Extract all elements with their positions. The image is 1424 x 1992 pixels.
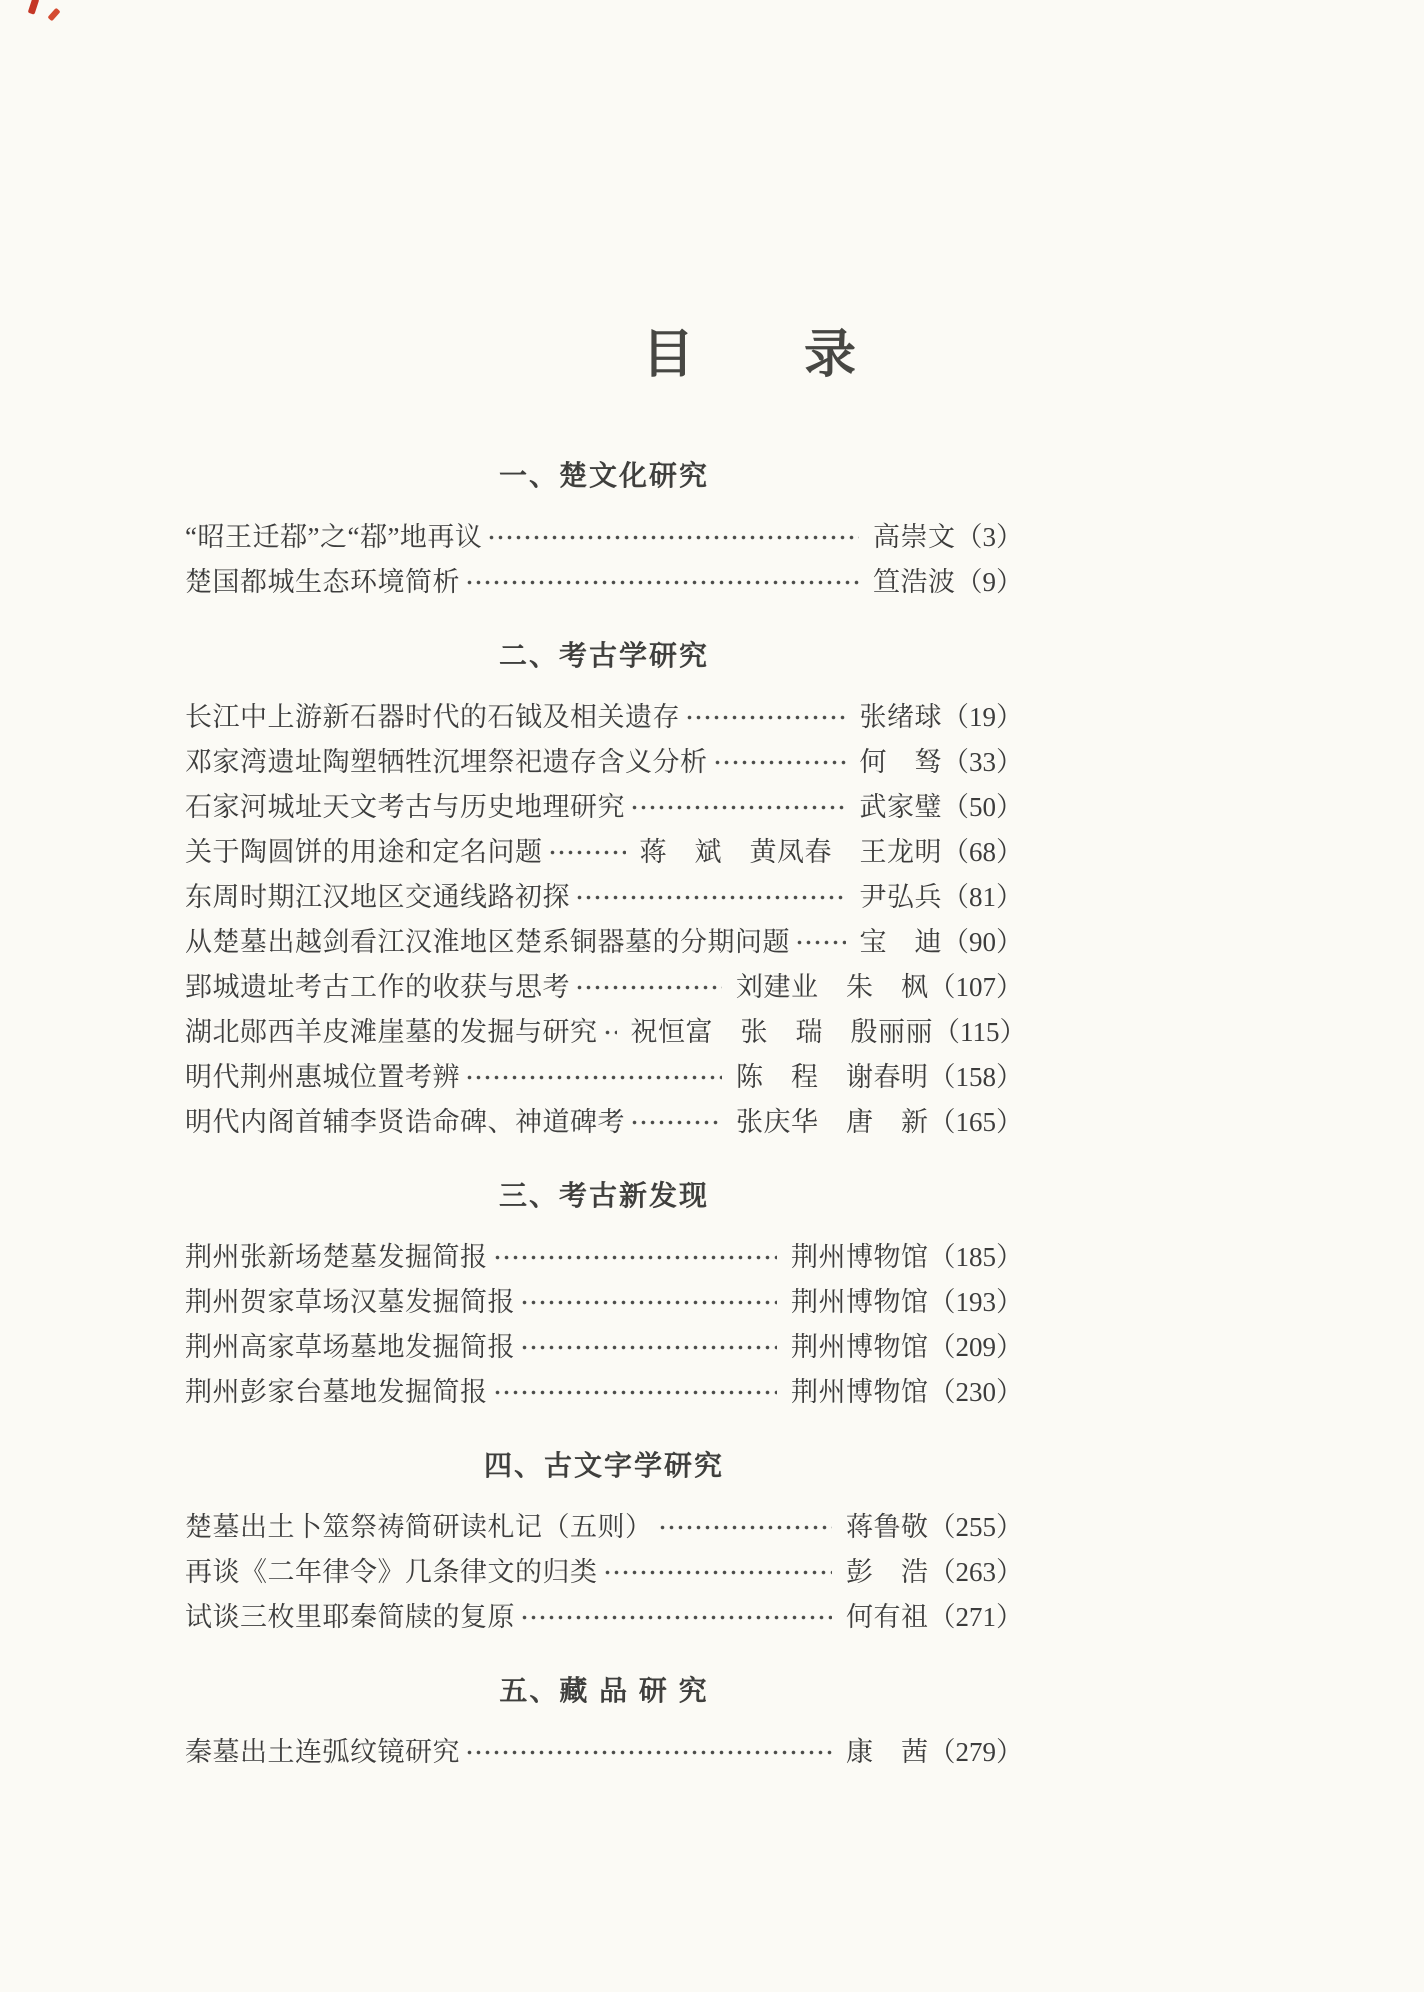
page-title: 目 录 [641,327,858,384]
entry-page-number: （68） [942,837,1023,867]
dot-leader [465,576,859,589]
entry-title: 郢城遗址考古工作的收获与思考 [185,972,570,1002]
entry-page-number: （230） [928,1377,1023,1407]
toc-entry [185,917,1023,962]
dot-leader [520,1296,777,1309]
toc-entry [185,1592,1023,1637]
toc-entry [185,962,1023,1007]
entry-title: 从楚墓出越剑看江汉淮地区楚系铜器墓的分期问题 [185,927,790,957]
entry-authors: 张庆华 唐 新 [736,1107,929,1137]
entry-authors: 武家璧 [859,792,942,822]
dot-leader [465,1071,722,1084]
dot-leader [658,1521,833,1534]
toc-entry [185,1547,1023,1592]
dot-leader [630,1116,722,1129]
entry-title: 关于陶圆饼的用途和定名问题 [185,837,543,867]
toc-entry [185,827,1023,872]
red-scan-artifact [28,0,40,15]
toc-entry [185,1277,1023,1322]
entry-authors: 何 驽 [859,747,942,777]
toc-entry [185,1502,1023,1547]
entry-page-number: （81） [942,882,1023,912]
dot-leader [487,531,859,544]
entry-authors: 刘建业 朱 枫 [736,972,929,1002]
dot-leader [465,1746,832,1759]
entry-authors: 高崇文 [873,522,956,552]
entry-title: 楚国都城生态环境简析 [185,567,460,597]
entry-title: 湖北郧西羊皮滩崖墓的发掘与研究 [185,1017,598,1047]
entry-title: “昭王迁鄀”之“鄀”地再议 [185,522,483,552]
dot-leader [575,981,722,994]
entry-authors: 笪浩波 [873,567,956,597]
entry-page-number: （255） [928,1512,1023,1542]
toc-entry [185,1367,1023,1412]
entry-title: 明代内阁首辅李贤诰命碑、神道碑考 [185,1107,625,1137]
toc-entry [185,1232,1023,1277]
entry-page-number: （193） [928,1287,1023,1317]
entry-authors: 宝 迪 [859,927,942,957]
entry-authors: 康 茜 [846,1737,929,1767]
entry-title: 秦墓出土连弧纹镜研究 [185,1737,460,1767]
dot-leader [575,891,846,904]
dot-leader [795,936,846,949]
toc-entry [185,872,1023,917]
section-heading: 三、考古新发现 [498,1180,709,1211]
entry-page-number: （165） [928,1107,1023,1137]
dot-leader [548,846,626,859]
entry-authors: 荆州博物馆 [791,1287,929,1317]
toc-entry [185,782,1023,827]
red-scan-artifact [47,8,60,22]
toc-sections [185,460,1027,1772]
entry-page-number: （90） [942,927,1023,957]
entry-page-number: （185） [928,1242,1023,1272]
entry-title: 东周时期江汉地区交通线路初探 [185,882,570,912]
dot-leader [630,801,846,814]
entry-page-number: （3） [955,522,1023,552]
entry-title: 石家河城址天文考古与历史地理研究 [185,792,625,822]
dot-leader [493,1251,778,1264]
dot-leader [685,711,846,724]
toc-entry [185,1007,1027,1052]
entry-authors: 荆州博物馆 [791,1242,929,1272]
toc-entry [185,737,1023,782]
entry-page-number: （271） [928,1602,1023,1632]
entry-title: 试谈三枚里耶秦简牍的复原 [185,1602,515,1632]
entry-authors: 荆州博物馆 [791,1377,929,1407]
entry-page-number: （279） [928,1737,1023,1767]
toc-entry [185,692,1023,737]
entry-title: 明代荆州惠城位置考辨 [185,1062,460,1092]
entry-page-number: （50） [942,792,1023,822]
dot-leader [520,1341,777,1354]
toc-entry [185,1727,1023,1772]
entry-title: 荆州张新场楚墓发掘简报 [185,1242,488,1272]
toc-page [185,0,1027,1772]
dot-leader [520,1611,832,1624]
entry-title: 再谈《二年律令》几条律文的归类 [185,1557,598,1587]
entry-page-number: （209） [928,1332,1023,1362]
toc-entry [185,512,1023,557]
entry-authors: 彭 浩 [846,1557,929,1587]
entry-title: 楚墓出土卜筮祭祷简研读札记（五则） [185,1512,653,1542]
entry-page-number: （33） [942,747,1023,777]
entry-title: 邓家湾遗址陶塑牺牲沉埋祭祀遗存含义分析 [185,747,708,777]
entry-authors: 蒋 斌 黄凤春 王龙明 [639,837,942,867]
entry-authors: 祝恒富 张 瑞 殷丽丽 [630,1017,933,1047]
entry-title: 荆州彭家台墓地发掘简报 [185,1377,488,1407]
entry-authors: 荆州博物馆 [791,1332,929,1362]
toc-entry [185,1052,1023,1097]
toc-entry [185,1322,1023,1367]
entry-page-number: （263） [928,1557,1023,1587]
entry-title: 荆州贺家草场汉墓发掘简报 [185,1287,515,1317]
dot-leader [603,1026,617,1039]
toc-entry [185,557,1023,602]
dot-leader [493,1386,778,1399]
toc-entry [185,1097,1023,1142]
entry-page-number: （158） [928,1062,1023,1092]
entry-authors: 蒋鲁敬 [846,1512,929,1542]
entry-page-number: （9） [955,567,1023,597]
section-heading: 五、藏 品 研 究 [499,1675,709,1706]
section-heading: 四、古文字学研究 [483,1450,724,1481]
dot-leader [603,1566,833,1579]
entry-title: 荆州高家草场墓地发掘简报 [185,1332,515,1362]
section-heading: 二、考古学研究 [498,640,709,671]
section-heading: 一、楚文化研究 [498,460,709,491]
dot-leader [713,756,846,769]
entry-page-number: （107） [928,972,1023,1002]
entry-page-number: （115） [933,1017,1027,1047]
entry-authors: 何有祖 [846,1602,929,1632]
entry-authors: 陈 程 谢春明 [736,1062,929,1092]
entry-authors: 尹弘兵 [859,882,942,912]
entry-authors: 张绪球 [859,702,942,732]
entry-page-number: （19） [942,702,1023,732]
entry-title: 长江中上游新石器时代的石钺及相关遗存 [185,702,680,732]
